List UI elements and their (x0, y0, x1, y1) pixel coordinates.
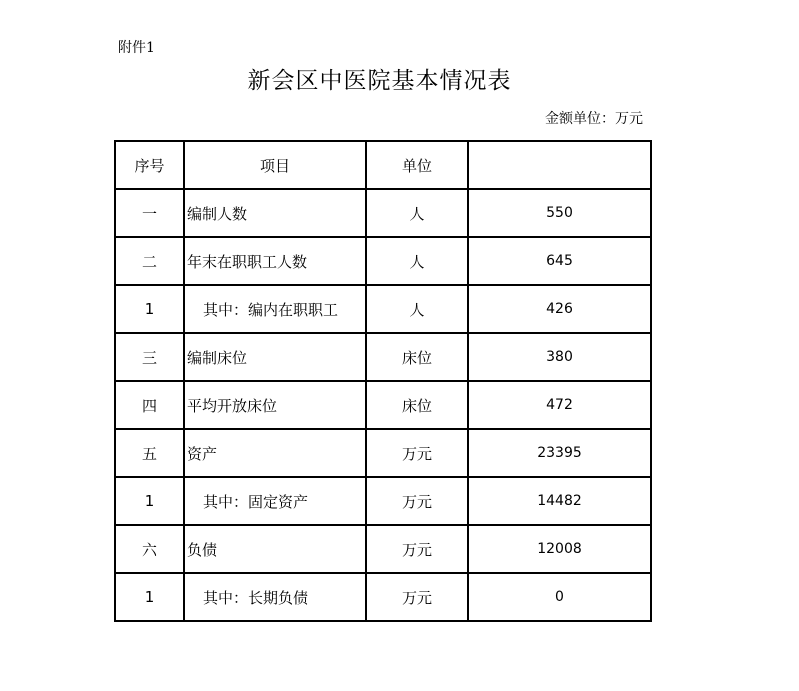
row-value: 426 (468, 285, 651, 333)
row-unit: 万元 (366, 525, 468, 573)
header-item: 项目 (184, 141, 366, 189)
row-item: 负债 (184, 525, 366, 573)
row-value: 550 (468, 189, 651, 237)
amount-unit-note: 金额单位：万元 (545, 111, 643, 127)
row-value: 12008 (468, 525, 651, 573)
row-seq: 1 (115, 285, 184, 333)
header-seq: 序号 (115, 141, 184, 189)
table-row (115, 333, 651, 381)
hospital-info-table (114, 140, 652, 622)
table-row (115, 429, 651, 477)
row-item: 编制人数 (184, 189, 366, 237)
table-row (115, 477, 651, 525)
row-value: 645 (468, 237, 651, 285)
table-row (115, 525, 651, 573)
row-seq: 六 (115, 525, 184, 573)
table-header-row (115, 141, 651, 189)
row-seq: 1 (115, 477, 184, 525)
row-unit: 万元 (366, 429, 468, 477)
row-seq: 二 (115, 237, 184, 285)
row-unit: 万元 (366, 477, 468, 525)
attachment-label: 附件1 (118, 40, 155, 56)
table-row (115, 285, 651, 333)
row-unit: 万元 (366, 573, 468, 621)
table-row (115, 237, 651, 285)
row-seq: 1 (115, 573, 184, 621)
row-value: 23395 (468, 429, 651, 477)
row-seq: 五 (115, 429, 184, 477)
row-value: 14482 (468, 477, 651, 525)
row-unit: 人 (366, 285, 468, 333)
table-row (115, 573, 651, 621)
table-row (115, 189, 651, 237)
row-item: 编制床位 (184, 333, 366, 381)
row-value: 0 (468, 573, 651, 621)
header-value (468, 141, 651, 189)
document-title: 新会区中医院基本情况表 (247, 68, 512, 94)
header-unit: 单位 (366, 141, 468, 189)
row-item: 平均开放床位 (184, 381, 366, 429)
row-unit: 床位 (366, 381, 468, 429)
row-unit: 床位 (366, 333, 468, 381)
row-item: 其中：编内在职职工 (184, 285, 366, 333)
row-item: 资产 (184, 429, 366, 477)
row-seq: 四 (115, 381, 184, 429)
row-unit: 人 (366, 237, 468, 285)
row-seq: 一 (115, 189, 184, 237)
row-item: 其中：固定资产 (184, 477, 366, 525)
table-row (115, 381, 651, 429)
row-item: 年末在职职工人数 (184, 237, 366, 285)
row-seq: 三 (115, 333, 184, 381)
row-value: 472 (468, 381, 651, 429)
row-item: 其中：长期负债 (184, 573, 366, 621)
row-unit: 人 (366, 189, 468, 237)
row-value: 380 (468, 333, 651, 381)
